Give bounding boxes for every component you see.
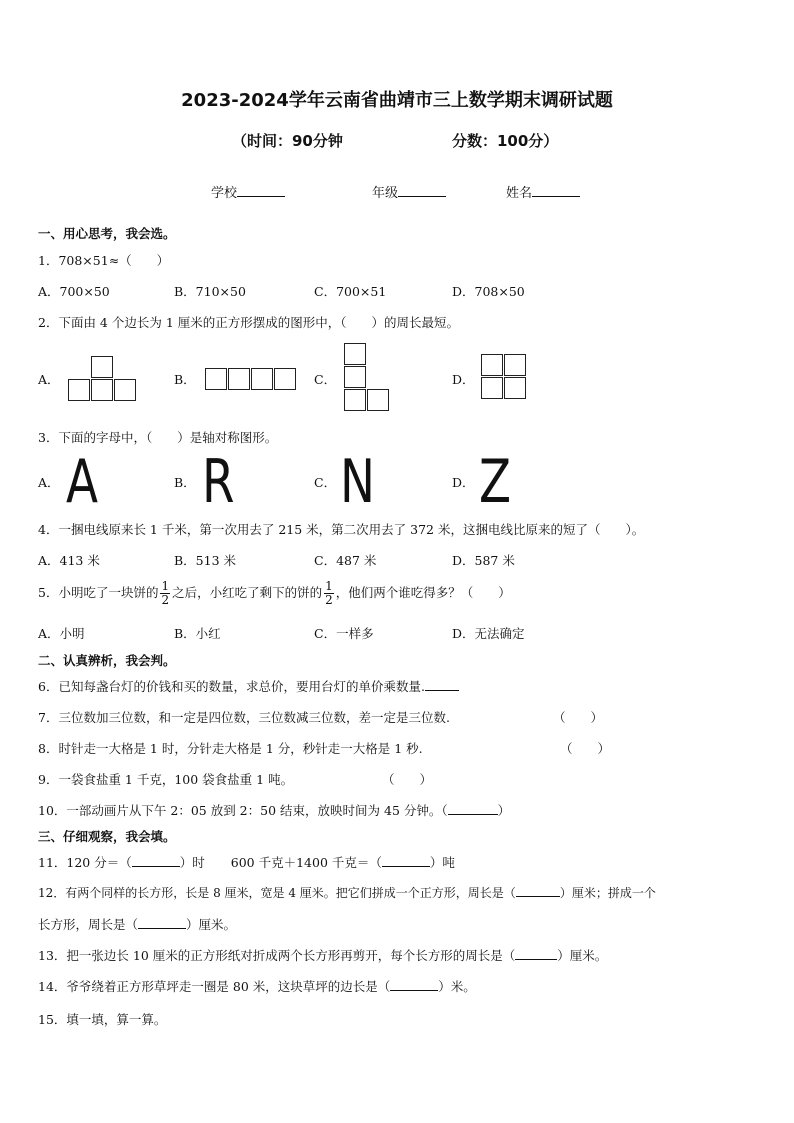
question-14: [38, 977, 476, 995]
question-8: 8．时针走一大格是 1 时，分针走大格是 1 分，秒针走一大格是 1 秒.: [38, 741, 423, 756]
question-6: [38, 677, 459, 695]
q11-text-3: 600 千克＋1400 千克＝（: [230, 855, 382, 870]
q6-answer-blank: [425, 690, 459, 691]
q4-option-c: C．487 米: [314, 553, 377, 568]
q2-option-b: B．: [174, 372, 196, 387]
q1-option-d: D．708×50: [452, 284, 525, 299]
q4-option-b: B．513 米: [174, 553, 237, 568]
q5-text-1: 5．小明吃了一块饼的: [38, 585, 159, 600]
question-15: 15．填一填，算一算。: [38, 1012, 167, 1027]
exam-time: （时间：90分钟: [232, 132, 343, 150]
q3-option-b: B．: [174, 475, 196, 490]
letter-n-image: N: [340, 447, 376, 517]
q2-option-a: A．: [38, 372, 60, 387]
q5-text-3: ，他们两个谁吃得多？（ ）: [335, 585, 511, 600]
q12-blank-1: [516, 896, 560, 897]
q1-option-a: A．700×50: [38, 284, 110, 299]
q5-text-2: 之后，小红吃了剩下的饼的: [172, 585, 323, 600]
fraction-numerator-2: 1: [325, 579, 333, 593]
name-label: 姓名: [506, 186, 533, 201]
grade-label: 年级: [372, 186, 399, 201]
question-3: 3．下面的字母中，（ ）是轴对称图形。: [38, 430, 278, 445]
q3-option-d: D．: [452, 475, 475, 490]
letter-z-image: Z: [479, 447, 512, 517]
grade-blank: [398, 196, 446, 197]
q10-text: 10．一部动画片从下午 2：05 放到 2：50 结束，放映时间为 45 分钟。（: [38, 803, 448, 818]
q9-answer-paren: （ ）: [382, 772, 433, 787]
question-1: 1．708×51≈（ ）: [38, 253, 170, 268]
section-2-heading: 二、认真辨析，我会判。: [38, 653, 176, 668]
school-blank: [237, 196, 285, 197]
letter-r-image: R: [202, 447, 235, 517]
q12-blank-2: [138, 928, 186, 929]
fraction-denominator: 2: [161, 593, 170, 607]
question-5: [38, 580, 511, 607]
q14-text-2: ）米。: [438, 979, 476, 994]
school-label: 学校: [211, 186, 238, 201]
q12-text-2: ）厘米；拼成一个: [559, 886, 656, 900]
fraction-denominator-2: 2: [325, 593, 333, 607]
q14-blank: [390, 990, 438, 991]
q12-text-4: ）厘米。: [186, 917, 237, 932]
question-4: 4．一捆电线原来长 1 千米，第一次用去了 215 米，第二次用去了 372 米，这捆电线比原来的短了（ ）。: [38, 522, 645, 537]
page-title: 2023-2024学年云南省曲靖市三上数学期末调研试题: [181, 90, 613, 111]
letter-a-image: A: [66, 447, 99, 517]
q10-answer-blank: [448, 814, 498, 815]
section-1-heading: 一、用心思考，我会选。: [38, 226, 176, 241]
q1-option-b: B．710×50: [174, 284, 246, 299]
q7-answer-paren: （ ）: [553, 710, 604, 725]
q14-text-1: 14．爷爷绕着正方形草坪走一圈是 80 米，这块草坪的边长是（: [38, 979, 391, 994]
q12-text-3: 长方形，周长是（: [38, 917, 139, 932]
q1-option-c: C．700×51: [314, 284, 387, 299]
q4-option-d: D．587 米: [452, 553, 515, 568]
fraction-one-half: [160, 580, 170, 607]
q6-text: 6．已知每盏台灯的价钱和买的数量，求总价，要用台灯的单价乘数量.: [38, 679, 425, 694]
q13-text-1: 13．把一张边长 10 厘米的正方形纸对折成两个长方形再剪开，每个长方形的周长是（: [38, 948, 516, 963]
q5-option-a: A．小明: [38, 626, 85, 641]
school-field: [211, 182, 285, 201]
fraction-one-half-2: [324, 580, 334, 607]
q8-answer-paren: （ ）: [560, 741, 611, 756]
question-11: [38, 853, 455, 871]
grade-field: [372, 182, 446, 201]
exam-score: 分数：100分）: [452, 132, 559, 150]
question-12-line-2: [38, 915, 236, 933]
q13-blank: [515, 959, 557, 960]
q10-text-end: ）: [497, 803, 511, 818]
name-field: [506, 182, 580, 201]
q13-text-2: ）厘米。: [557, 948, 608, 963]
q5-option-d: D．无法确定: [452, 626, 525, 641]
section-3-heading: 三、仔细观察，我会填。: [38, 829, 176, 844]
q2-option-d: D．: [452, 372, 475, 387]
question-12-line-1: [38, 884, 656, 901]
q11-blank-1: [132, 866, 180, 867]
question-9: 9．一袋食盐重 1 千克，100 袋食盐重 1 吨。: [38, 772, 294, 787]
fraction-numerator: 1: [161, 579, 170, 593]
q5-option-b: B．小红: [174, 626, 221, 641]
q3-option-c: C．: [314, 475, 337, 490]
q11-text-4: ）吨: [429, 855, 455, 870]
q11-blank-2: [382, 866, 430, 867]
question-7: 7．三位数加三位数，和一定是四位数，三位数减三位数，差一定是三位数.: [38, 710, 450, 725]
question-10: [38, 801, 510, 819]
q11-text-2: ）时: [179, 855, 205, 870]
q11-text-1: 11．120 分＝（: [38, 855, 132, 870]
q4-option-a: A．413 米: [38, 553, 100, 568]
question-2: 2．下面由 4 个边长为 1 厘米的正方形摆成的图形中，（ ）的周长最短。: [38, 315, 460, 330]
name-blank: [532, 196, 580, 197]
q12-text-1: 12．有两个同样的长方形，长是 8 厘米，宽是 4 厘米。把它们拼成一个正方形，周长是（: [38, 886, 516, 900]
q3-option-a: A．: [38, 475, 60, 490]
q5-option-c: C．一样多: [314, 626, 374, 641]
question-13: [38, 946, 607, 964]
q2-option-c: C．: [314, 372, 337, 387]
